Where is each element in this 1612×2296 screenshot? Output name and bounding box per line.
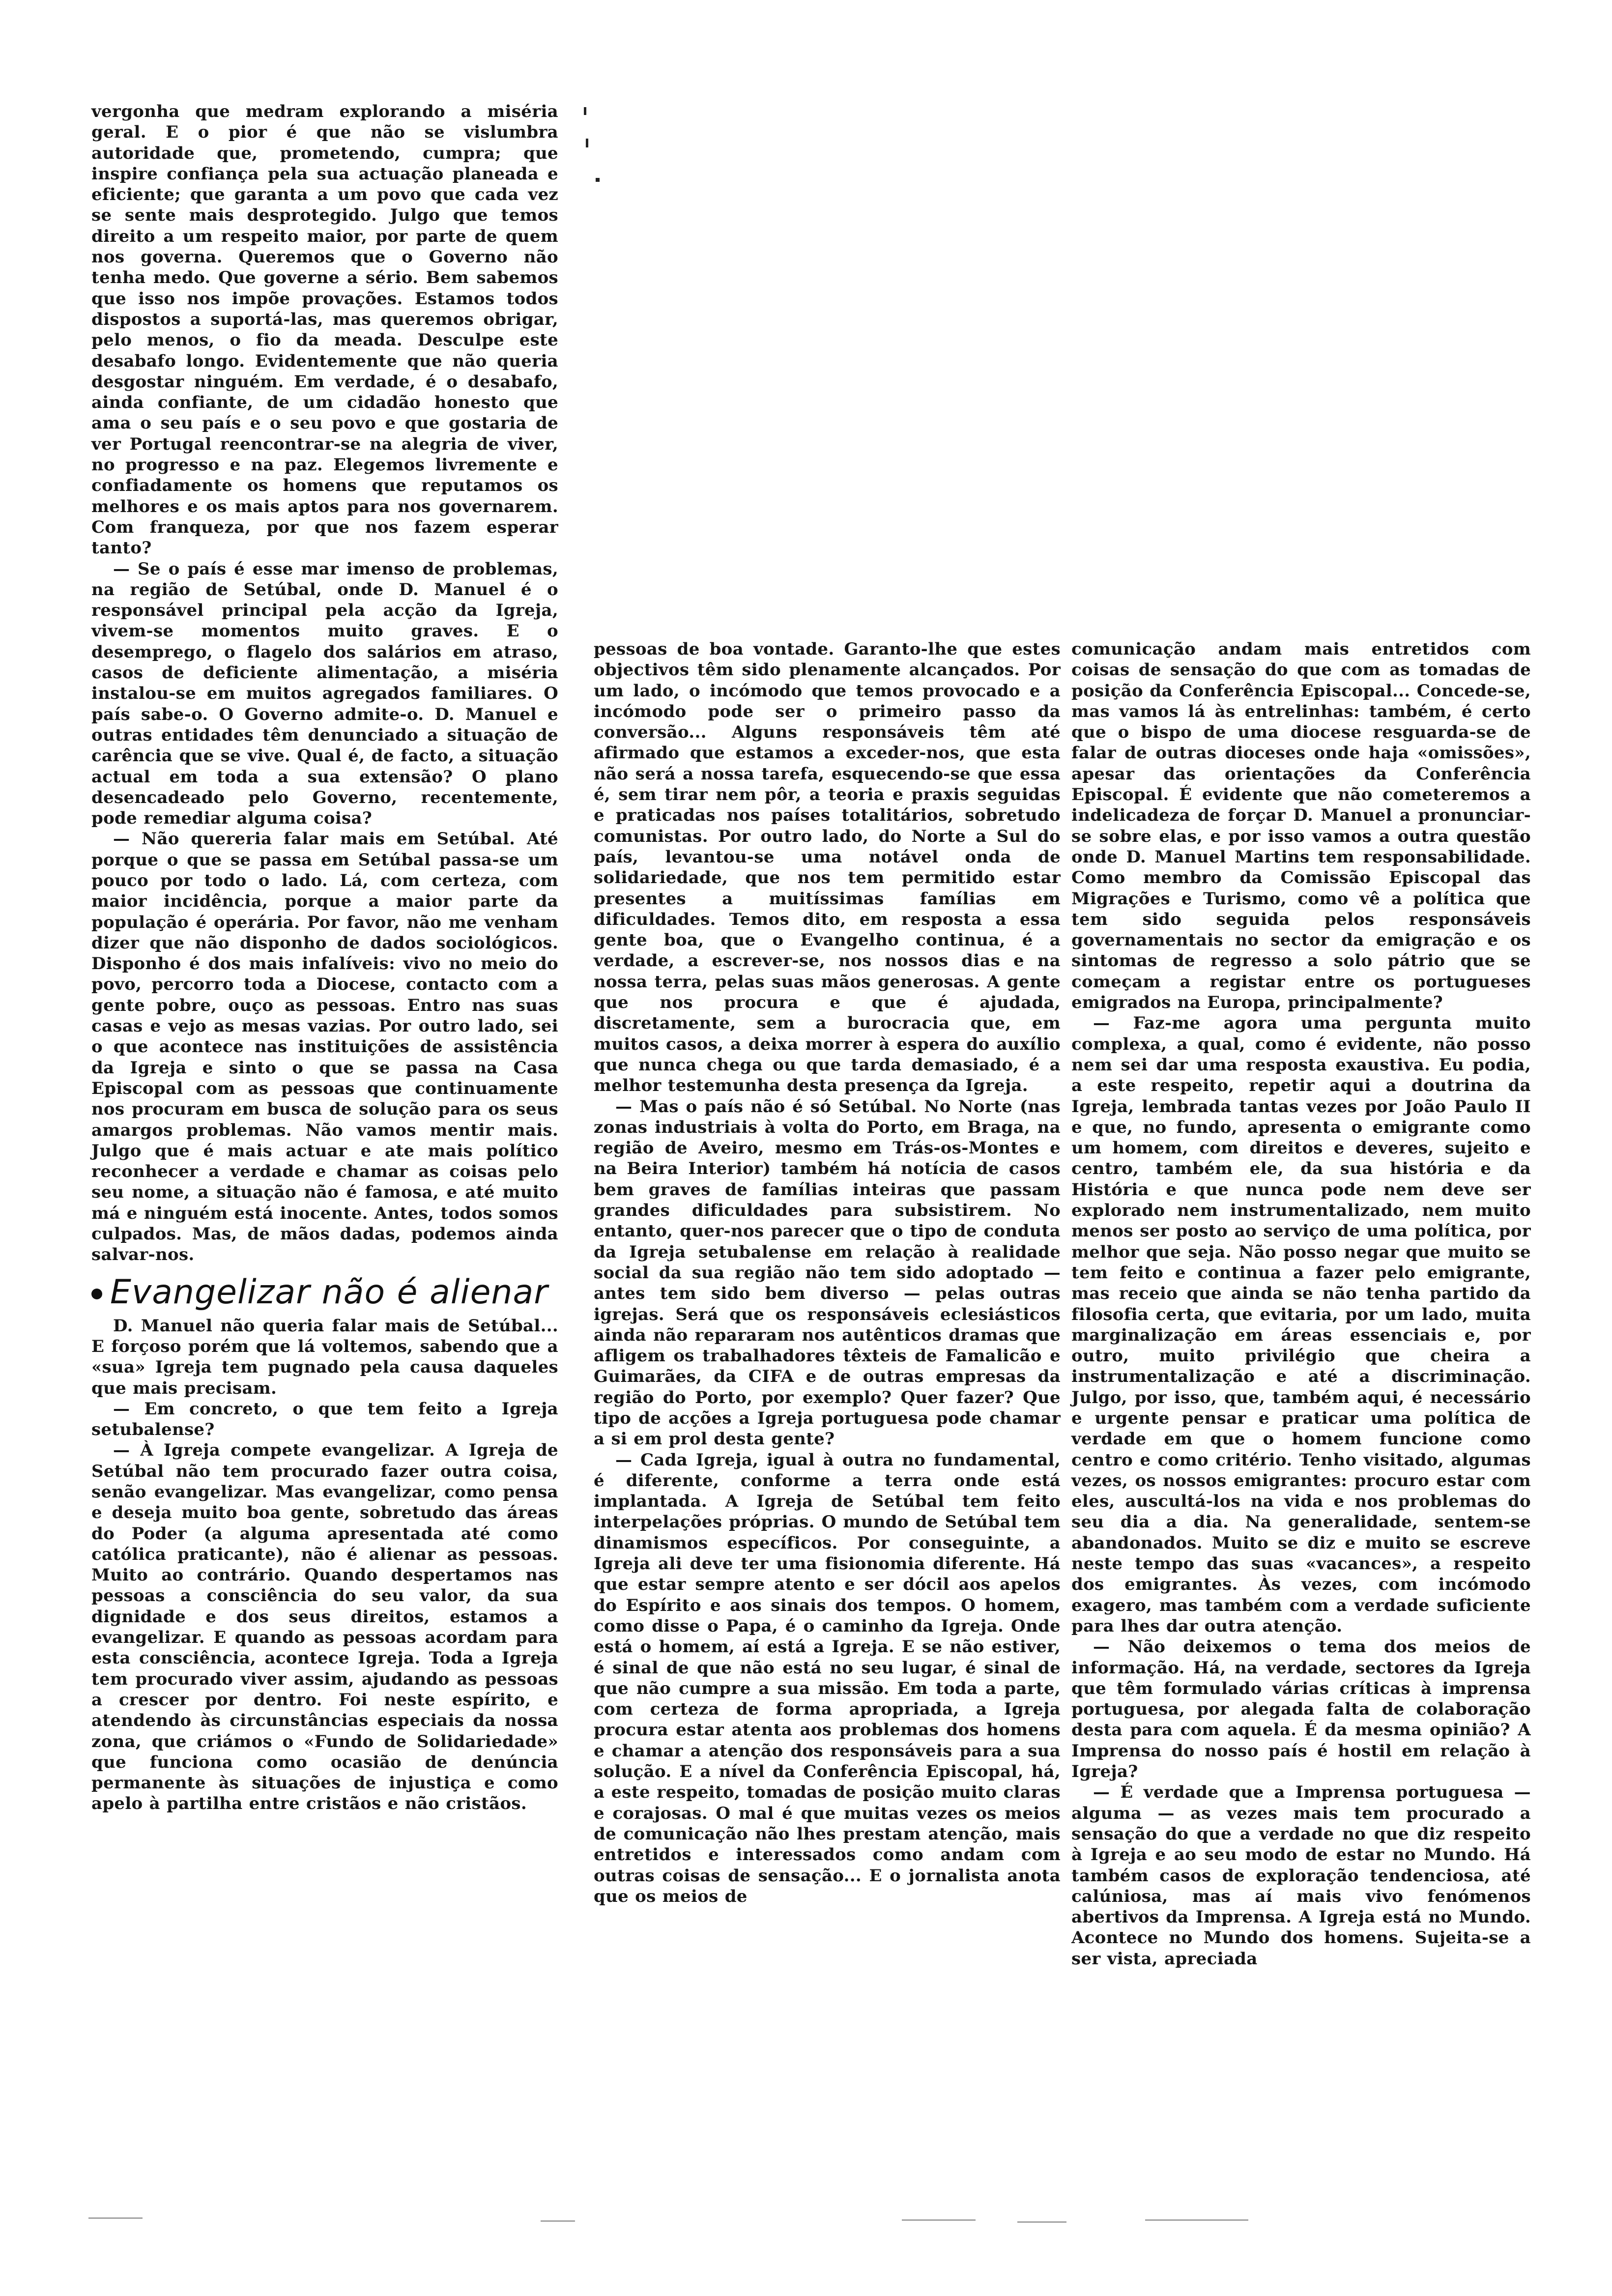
footer-rule — [88, 2217, 143, 2219]
article-column-3 — [1071, 639, 1531, 1969]
body-paragraph: — É verdade que a Imprensa portuguesa — alguma — as vezes mais tem procurado a sensação do que a verdade no que diz respeito à Igreja e ao seu modo de estar no Mundo. Há também casos de exploração tendenciosa, até calúniosa, mas aí mais vivo fenómenos abertivos da Imprensa. A Igreja está no Mundo. Acontece no Mundo dos homens. Sujeita-se a ser vista, apreciada — [1071, 1782, 1531, 1969]
article-column-1 — [91, 101, 558, 1814]
footer-rule — [1145, 2219, 1248, 2221]
footer-rule — [1017, 2221, 1066, 2223]
body-paragraph: — Se o país é esse mar imenso de problemas, na região de Setúbal, onde D. Manuel é o responsável principal pela acção da Igreja, vivem-se momentos muito graves. E o desemprego, o flagelo dos salários em atraso, casos de deficiente alimentação, a miséria instalou-se em muitos agregados familiares. O país sabe-o. O Governo admite-o. D. Manuel e outras entidades têm denunciado a situação de carência que se vive. Qual é, de facto, a situação actual em toda a sua extensão? O plano desencadeado pelo Governo, recentemente, pode remediar alguma coisa? — [91, 559, 558, 829]
body-paragraph: D. Manuel não queria falar mais de Setúbal... E forçoso porém que lá voltemos, sabendo que a «sua» Igreja tem pugnado pela causa daqueles que mais precisam. — [91, 1316, 558, 1398]
body-paragraph: — Em concreto, o que tem feito a Igreja setubalense? — [91, 1399, 558, 1440]
column-edge-mark — [596, 178, 600, 182]
body-paragraph: pessoas de boa vontade. Garanto-lhe que estes objectivos têm sido plenamente alcançados. Por um lado, o incómodo que temos provocado e a incómodo pode ser o primeiro passo da conversão... Alguns responsáveis têm até afirmado que estamos a exceder-nos, que esta não será a nossa tarefa, esquecendo-se que essa é, sem tirar nem pôr, a teoria e praxis seguidas e praticadas nos países totalitários, sobretudo comunistas. Por outro lado, do Norte a Sul do país, levantou-se uma notável onda de solidariedade, que nos tem permitido estar presentes a muitíssimas famílias em dificuldades. Temos dito, em resposta a essa gente boa, que o Evangelho continua, é a verdade, a escrever-se, nos nossos dias e na nossa terra, pelas suas mãos generosas. A gente que nos procura e que é ajudada, discretamente, sem a burocracia que, em muitos casos, a deixa morrer à espera do auxílio que nunca chega ou que tarda demasiado, é a melhor testemunha desta presença da Igreja. — [594, 639, 1061, 1096]
footer-rule — [902, 2219, 976, 2221]
body-paragraph: — Não quereria falar mais em Setúbal. Até porque o que se passa em Setúbal passa-se um pouco por todo o lado. Lá, com certeza, com maior incidência, porque a maior parte da população é operária. Por favor, não me venham dizer que não disponho de dados sociológicos. Disponho é dos mais infalíveis: vivo no meio do povo, percorro toda a Diocese, contacto com a gente pobre, ouço as pessoas. Entro nas suas casas e vejo as mesas vazias. Por outro lado, sei o que acontece nas instituições de assistência da Igreja e sinto o que se passa na Casa Episcopal com as pessoas que continuamente nos procuram em busca de solução para os seus amargos problemas. Não vamos mentir mais. Julgo que é mais actuar e ate mais político reconhecer a verdade e chamar as coisas pelo seu nome, a situação não é famosa, e até muito má e ninguém está inocente. Antes, todos somos culpados. Mas, de mãos dadas, podemos ainda salvar-nos. — [91, 829, 558, 1265]
section-heading — [91, 1273, 558, 1312]
section-heading-text: Evangelizar não é alienar — [110, 1272, 548, 1312]
body-paragraph: — À Igreja compete evangelizar. A Igreja de Setúbal não tem procurado fazer outra coisa, senão evangelizar. Mas evangelizar, como pensa e deseja muito boa gente, sobretudo das áreas do Poder (a alguma apresentada até como católica praticante), não é alienar as pessoas. Muito ao contrário. Quando despertamos nas pessoas a consciência do seu valor, da sua dignidade e dos seus direitos, estamos a evangelizar. E quando as pessoas acordam para esta consciência, acontece Igreja. Toda a Igreja tem procurado viver assim, ajudando as pessoas a crescer por dentro. Foi neste espírito, e atendendo às circunstâncias especiais da nossa zona, que criámos o «Fundo de Solidariedade» que funciona como ocasião de denúncia permanente às situações de injustiça e como apelo à partilha entre cristãos e não cristãos. — [91, 1440, 558, 1814]
article-column-2 — [594, 639, 1061, 1907]
body-paragraph: — Faz-me agora uma pergunta muito complexa, a qual, como é evidente, não posso nem sei dar uma resposta exaustiva. Eu podia, a este respeito, repetir aqui a doutrina da Igreja, lembrada tantas vezes por João Paulo II e que, no fundo, apresenta o emigrante como um homem, com direitos e deveres, sujeito e centro, também ele, da sua história e da História e que nunca pode nem deve ser explorado nem instrumentalizado, nem muito menos ser posto ao serviço de uma política, por melhor que seja. Não posso negar que muito se tem feito e continua a fazer pelo emigrante, mas receio que ainda se não tenha partido da filosofia certa, que evitaria, por um lado, muita marginalização em áreas essenciais e, por outro, muito privilégio que cheira a instrumentalização e até a discriminação. Julgo, por isso, que, também aqui, é necessário e urgente pensar e praticar uma política de verdade em que o homem funcione como centro e como critério. Tenho visitado, algumas vezes, os nossos emigrantes: procuro estar com eles, auscultá-los na vida e nos problemas do seu dia a dia. Na generalidade, sentem-se abandonados. Muito se diz e muito se escreve neste tempo das suas «vacances», a respeito dos emigrantes. Às vezes, com incómodo exagero, mas também com a verdade suficiente para lhes dar outra atenção. — [1071, 1013, 1531, 1636]
body-paragraph: comunicação andam mais entretidos com coisas de sensação do que com as tomadas de posição da Conferência Episcopal... Concede-se, mas vamos lá às entrelinhas: também, é certo que o bispo de uma diocese resguarda-se de falar de outras dioceses onde haja «omissões», apesar das orientações da Conferência Episcopal. É evidente que não cometeremos a indelicadeza de forçar D. Manuel a pronunciar-se sobre elas, e por isso vamos a outra questão onde D. Manuel Martins tem responsabilidade. Como membro da Comissão Episcopal das Migrações e Turismo, como vê a política que tem sido seguida pelos responsáveis governamentais no sector da emigração e os sintomas de regresso a solo pátrio que se começam a registar entre os portugueses emigrados na Europa, principalmente? — [1071, 639, 1531, 1013]
column-edge-mark — [584, 107, 586, 115]
body-paragraph: — Mas o país não é só Setúbal. No Norte (nas zonas industriais à volta do Porto, em Braga, na região de Aveiro, mesmo em Trás-os-Montes e na Beira Interior) também há notícia de casos bem graves de famílias inteiras que passam grandes dificuldades para subsistirem. No entanto, quer-nos parecer que o tipo de conduta da Igreja setubalense em relação à realidade social da sua região não tem sido adoptado — antes tem sido bem diverso — pelas outras igrejas. Será que os responsáveis eclesiásticos ainda não repararam nos autênticos dramas que afligem os trabalhadores têxteis de Famalicão e Guimarães, da CIFA e de outras empresas da região do Porto, por exemplo? Quer fazer? Que tipo de acções a Igreja portuguesa pode chamar a si em prol desta gente? — [594, 1096, 1061, 1449]
column-edge-mark — [586, 139, 588, 147]
body-paragraph: — Cada Igreja, igual à outra no fundamental, é diferente, conforme a terra onde está implantada. A Igreja de Setúbal tem feito interpelações próprias. O mundo de Setúbal tem dinamismos específicos. Por conseguinte, a Igreja ali deve ter uma fisionomia diferente. Há que estar sempre atento e ser dócil aos apelos do Espírito e aos sinais dos tempos. O homem, como disse o Papa, é o caminho da Igreja. Onde está o homem, aí está a Igreja. E se não estiver, é sinal de que não está no seu lugar, é sinal de que não cumpre a sua missão. Em toda a parte, com certeza de forma apropriada, a Igreja procura estar atenta aos problemas dos homens e chamar a atenção dos responsáveis para a sua solução. E a nível da Conferência Episcopal, há, a este respeito, tomadas de posição muito claras e corajosas. O mal é que muitas vezes os meios de comunicação não lhes prestam atenção, mais entretidos e interessados como andam com outras coisas de sensação... E o jornalista anota que os meios de — [594, 1450, 1061, 1906]
bullet-icon — [91, 1289, 102, 1299]
body-paragraph: vergonha que medram explorando a miséria geral. E o pior é que não se vislumbra autoridade que, prometendo, cumpra; que inspire confiança pela sua actuação planeada e eficiente; que garanta a um povo que cada vez se sente mais desprotegido. Julgo que temos direito a um respeito maior, por parte de quem nos governa. Queremos que o Governo não tenha medo. Que governe a sério. Bem sabemos que isso nos impõe provações. Estamos todos dispostos a suportá-las, mas queremos obrigar, pelo menos, o fio da meada. Desculpe este desabafo longo. Evidentemente que não queria desgostar ninguém. Em verdade, é o desabafo, ainda confiante, de um cidadão honesto que ama o seu país e o seu povo e que gostaria de ver Portugal reencontrar-se na alegria de viver, no progresso e na paz. Elegemos livremente e confiadamente os homens que reputamos os melhores e os mais aptos para nos governarem. Com franqueza, por que nos fazem esperar tanto? — [91, 102, 558, 558]
footer-rule — [541, 2220, 575, 2222]
body-paragraph: — Não deixemos o tema dos meios de informação. Há, na verdade, sectores da Igreja que têm formulado várias críticas à imprensa portuguesa, por alegada falta de colaboração desta para com aquela. É da mesma opinião? A Imprensa do nosso país é hostil em relação à Igreja? — [1071, 1637, 1531, 1782]
